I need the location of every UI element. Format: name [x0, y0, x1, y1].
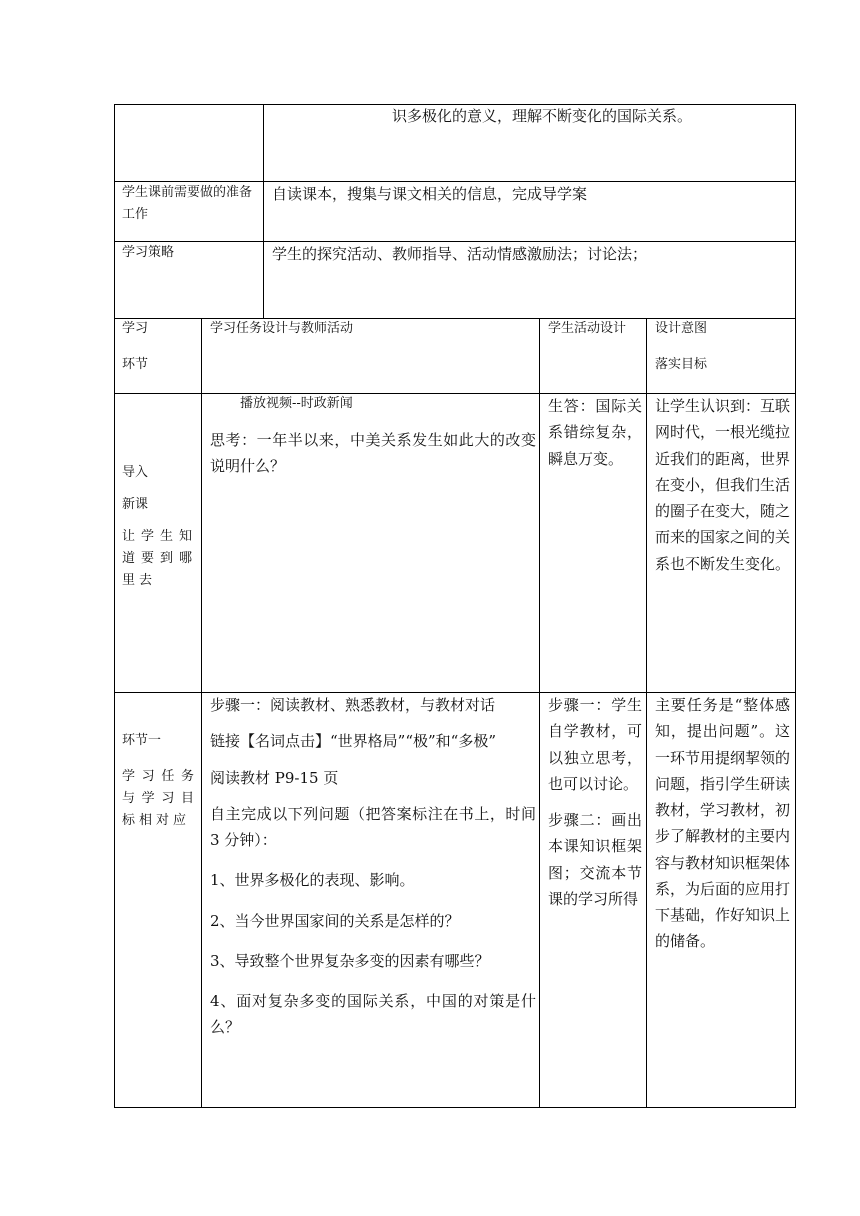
stage1-student-step1: 步骤一：学生自学教材，可以独立思考，也可以讨论。	[548, 696, 642, 793]
stage1-stage-cell	[122, 730, 198, 832]
intro-stage-line1: 导入	[122, 465, 149, 480]
intro-stage-cell	[122, 462, 196, 592]
col-divider	[539, 318, 540, 1107]
col-divider	[263, 104, 264, 318]
stage1-question-4: 4、面对复杂多变的国际关系，中国的对策是什么？	[210, 992, 536, 1037]
table-left-border	[114, 104, 115, 1107]
header-intent-line2: 落实目标	[655, 357, 708, 373]
stage1-student-step2: 步骤二：画出本课知识框架图；交流本节课的学习所得	[548, 811, 642, 908]
prep-row-label: 学生课前需要做的准备工作	[122, 185, 253, 223]
table-right-border	[795, 104, 796, 1107]
stage1-task-step: 步骤一：阅读教材、熟悉教材，与教材对话	[210, 696, 496, 714]
intro-student-cell: 生答：国际关系错综复杂，瞬息万变。	[548, 397, 642, 468]
strategy-row-label: 学习策略	[122, 245, 175, 260]
intro-stage-line2: 新课	[122, 497, 149, 513]
stage1-task-link: 链接【名词点击】“世界格局”“极”和“多极”	[210, 732, 497, 751]
intro-intent-cell: 让学生认识到：互联网时代，一根光缆拉近我们的距离，世界在变小，但我们生活的圈子在变大，随之而来的国家之间的关系也不断发生变化。	[655, 397, 791, 573]
header-student-cell: 学生活动设计	[548, 321, 627, 336]
intro-task-cell	[210, 393, 536, 480]
stage1-task-self: 自主完成以下列问题（把答案标注在书上，时间 3 分钟）：	[210, 804, 536, 849]
header-task-cell: 学习任务设计与教师活动	[210, 321, 354, 336]
table-bottom-border	[114, 1107, 796, 1108]
intro-task-question: 思考：一年半以来，中美关系发生如此大的改变说明什么？	[210, 431, 536, 476]
stage1-stage-line2: 学习任务与学习目标相对应	[122, 769, 198, 829]
intro-task-video: 播放视频--时政新闻	[240, 396, 353, 411]
stage1-question-3: 3、导致整个世界复杂多变的因素有哪些？	[210, 951, 490, 970]
header-stage-line2: 环节	[122, 357, 149, 373]
stage1-intent-cell: 主要任务是“整体感知，提出问题”。这一环节用提纲挈领的问题，指引学生研读教材，学习教材，初步了解教材的主要内容与教材知识框架体系，为后面的应用打下基础，作好知识上的储备。	[655, 696, 791, 951]
stage1-question-1: 1、世界多极化的表现、影响。	[210, 871, 415, 890]
top-row-content: 识多极化的意义，理解不断变化的国际关系。	[392, 107, 693, 125]
stage1-question-2: 2、当今世界国家间的关系是怎样的？	[210, 911, 460, 930]
header-stage-line1: 学习	[122, 321, 149, 336]
prep-row-content: 自读课本，搜集与课文相关的信息，完成导学案	[272, 185, 588, 203]
intro-stage-line3: 让学生知道要到哪里去	[122, 529, 196, 589]
stage1-task-cell	[210, 692, 536, 1041]
header-intent-line1: 设计意图	[655, 321, 708, 336]
stage1-task-read: 阅读教材 P9-15 页	[210, 768, 339, 787]
strategy-row-content: 学生的探究活动、教师指导、活动情感激励法；讨论法；	[272, 245, 648, 263]
col-divider	[646, 318, 647, 1107]
header-stage-cell	[122, 318, 196, 376]
col-divider	[201, 318, 202, 1107]
header-intent-cell	[655, 318, 791, 376]
stage1-stage-line1: 环节一	[122, 733, 162, 748]
stage1-student-cell	[548, 692, 642, 912]
